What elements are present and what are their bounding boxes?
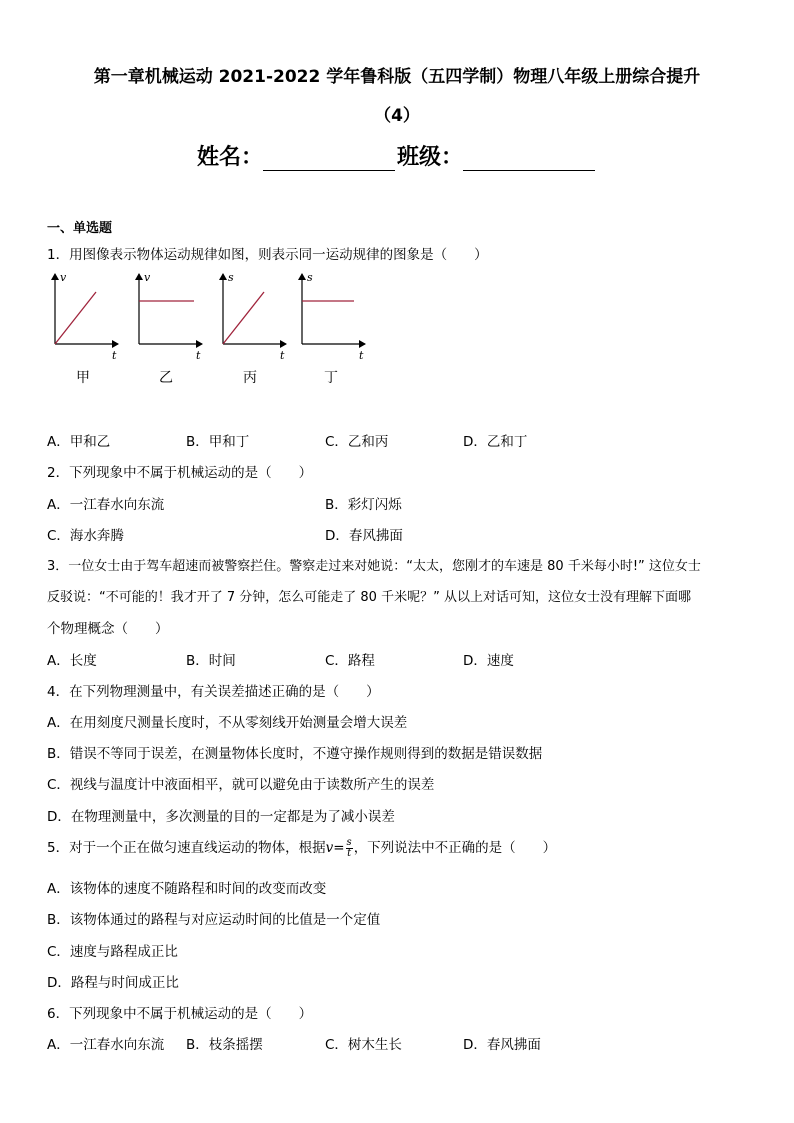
q2-option-a[interactable]: A．一江春水向东流: [47, 497, 165, 513]
graph-ding: [302, 271, 365, 362]
q3-option-b[interactable]: B．时间: [186, 653, 236, 669]
page-title-suffix: （4）: [374, 106, 420, 126]
q1-option-b[interactable]: B．甲和丁: [186, 434, 250, 450]
q1-option-d[interactable]: D．乙和丁: [463, 434, 528, 450]
graph-yi: [139, 271, 202, 362]
q4-option-c[interactable]: C．视线与温度计中液面相平，就可以避免由于读数所产生的误差: [47, 777, 435, 793]
graph-jia-xaxis: t: [112, 349, 117, 362]
question-4-stem: 4．在下列物理测量中，有关误差描述正确的是（ ）: [47, 684, 380, 700]
q4-option-b[interactable]: B．错误不等同于误差，在测量物体长度时，不遵守操作规则得到的数据是错误数据: [47, 746, 543, 762]
q1-graphs: [40, 268, 380, 363]
q6-option-c[interactable]: C．树木生长: [325, 1037, 402, 1053]
q6-option-a[interactable]: A．一江春水向东流: [47, 1037, 165, 1053]
q2-option-d[interactable]: D．春风拂面: [325, 528, 403, 544]
q2-option-b[interactable]: B．彩灯闪烁: [325, 497, 402, 513]
graph-label-bing: 丙: [243, 370, 257, 386]
graph-yi-yaxis: v: [144, 271, 151, 284]
graph-bing-line: [223, 292, 264, 344]
graph-label-jia: 甲: [76, 370, 90, 386]
question-3-stem-line1: 3．一位女士由于驾车超速而被警察拦住。警察走过来对她说：“太太，您刚才的车速是 80 千米每小时!” 这位女士: [47, 559, 701, 574]
q5-option-c[interactable]: C．速度与路程成正比: [47, 944, 178, 960]
section-heading: 一、单选题: [47, 221, 113, 236]
q5-formula-eq: =: [333, 840, 345, 856]
graph-bing: [223, 271, 286, 362]
graph-yi-xaxis: t: [196, 349, 201, 362]
q3-option-d[interactable]: D．速度: [463, 653, 514, 669]
graph-label-ding: 丁: [324, 370, 338, 386]
q5-option-a[interactable]: A．该物体的速度不随路程和时间的改变而改变: [47, 881, 327, 897]
q3-option-c[interactable]: C．路程: [325, 653, 375, 669]
class-blank[interactable]: [463, 150, 595, 171]
question-2-stem: 2．下列现象中不属于机械运动的是（ ）: [47, 465, 313, 481]
graph-bing-yaxis: s: [228, 271, 234, 284]
q4-option-a[interactable]: A．在用刻度尺测量长度时，不从零刻线开始测量会增大误差: [47, 715, 408, 731]
q1-option-c[interactable]: C．乙和丙: [325, 434, 389, 450]
name-label: 姓名：: [196, 145, 263, 170]
question-6-stem: 6．下列现象中不属于机械运动的是（ ）: [47, 1006, 313, 1022]
name-blank[interactable]: [263, 150, 395, 171]
question-1-stem: 1．用图像表示物体运动规律如图，则表示同一运动规律的图象是（ ）: [47, 247, 488, 263]
q5-formula-lhs: v: [325, 840, 334, 856]
q5-stem-before: 5．对于一个正在做匀速直线运动的物体，根据: [47, 840, 326, 856]
q1-option-a[interactable]: A．甲和乙: [47, 434, 111, 450]
graph-jia: [55, 271, 118, 362]
graph-jia-line: [55, 292, 96, 344]
q6-option-d[interactable]: D．春风拂面: [463, 1037, 541, 1053]
question-3-stem-line3: 个物理概念（ ）: [47, 621, 169, 637]
question-5-stem: [47, 836, 556, 859]
q4-option-d[interactable]: D．在物理测量中，多次测量的目的一定都是为了减小误差: [47, 809, 395, 825]
q5-option-b[interactable]: B．该物体通过的路程与对应运动时间的比值是一个定值: [47, 912, 381, 928]
page-title: 第一章机械运动 2021-2022 学年鲁科版（五四学制）物理八年级上册综合提升: [93, 67, 701, 87]
q2-option-c[interactable]: C．海水奔腾: [47, 528, 124, 544]
graph-ding-xaxis: t: [359, 349, 364, 362]
graph-ding-yaxis: s: [307, 271, 313, 284]
q5-stem-after: ，下列说法中不正确的是（ ）: [353, 840, 557, 856]
graph-bing-xaxis: t: [280, 349, 285, 362]
question-3-stem-line2: 反驳说：“不可能的！我才开了 7 分钟，怎么可能走了 80 千米呢？” 从以上对话可知，这位女士没有理解下面哪: [47, 590, 691, 605]
graph-jia-yaxis: v: [60, 271, 67, 284]
q5-formula-fraction: [346, 838, 353, 859]
q6-option-b[interactable]: B．枝条摇摆: [186, 1037, 263, 1053]
q5-formula-den: t: [347, 847, 352, 859]
class-label: 班级：: [397, 145, 464, 170]
q3-option-a[interactable]: A．长度: [47, 653, 97, 669]
q5-formula-num: s: [346, 836, 352, 848]
name-class-line: [0, 140, 794, 171]
graph-label-yi: 乙: [159, 370, 173, 386]
q5-option-d[interactable]: D．路程与时间成正比: [47, 975, 179, 991]
